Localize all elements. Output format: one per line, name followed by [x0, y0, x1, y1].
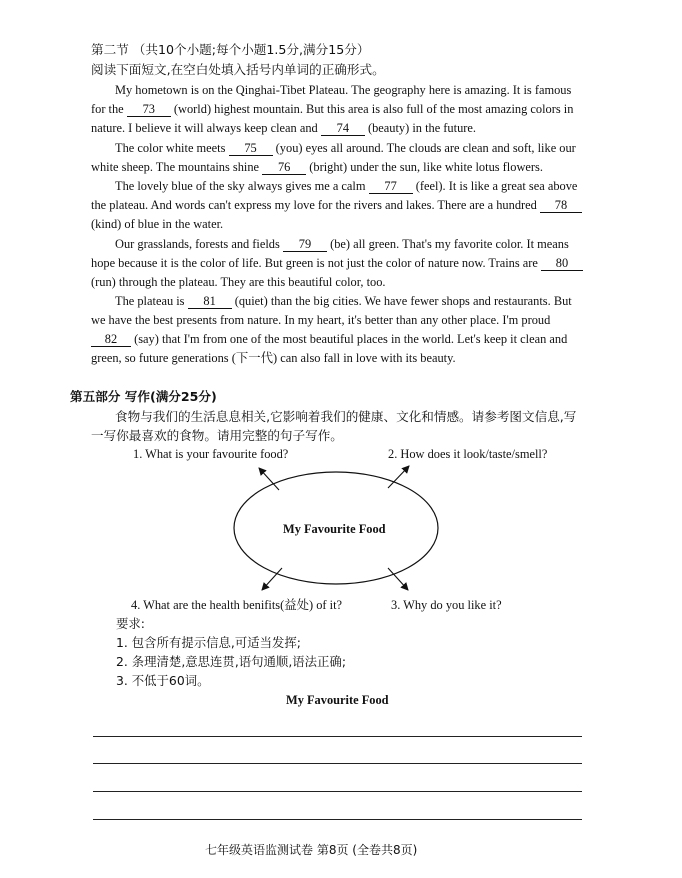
arrow-q1	[259, 468, 279, 490]
writing-line[interactable]	[93, 763, 582, 764]
mind-map-question-1: 1. What is your favourite food?	[133, 447, 289, 461]
blank-75[interactable]: 75	[229, 141, 273, 156]
writing-line[interactable]	[93, 736, 582, 737]
passage-line: (run) through the plateau. They are this beautiful color, too.	[91, 275, 386, 289]
section-heading: 第二节 （共10个小题;每个小题1.5分,满分15分）	[91, 42, 370, 57]
writing-prompt: 食物与我们的生活息息相关,它影响着我们的健康、文化和情感。请参考图文信息,写	[115, 409, 577, 424]
requirements-title: 要求:	[116, 616, 145, 631]
mind-map-question-2: 2. How does it look/taste/smell?	[388, 447, 548, 461]
passage-line: green, so future generations (下一代) can also fall in love with its beauty.	[91, 351, 456, 365]
blank-73[interactable]: 73	[127, 102, 171, 117]
passage-line: we have the best presents from nature. In my heart, it's better than any other place. I'm proud	[91, 313, 551, 327]
requirement-item: 1. 包含所有提示信息,可适当发挥;	[116, 635, 301, 650]
part-heading: 第五部分 写作(满分25分)	[70, 389, 217, 404]
essay-title: My Favourite Food	[286, 693, 389, 707]
blank-77[interactable]: 77	[369, 179, 413, 194]
writing-line[interactable]	[93, 819, 582, 820]
blank-79[interactable]: 79	[283, 237, 327, 252]
requirement-item: 3. 不低于60词。	[116, 673, 210, 688]
instruction-text: 阅读下面短文,在空白处填入括号内单词的正确形式。	[91, 62, 385, 77]
mind-map-center-label: My Favourite Food	[283, 522, 386, 536]
blank-74[interactable]: 74	[321, 121, 365, 136]
passage-line: The color white meets 75 (you) eyes all around. The clouds are clean and soft, like our	[115, 141, 576, 155]
passage-line: (kind) of blue in the water.	[91, 217, 224, 231]
blank-82[interactable]: 82	[91, 332, 131, 347]
passage-line: The plateau is 81 (quiet) than the big cities. We have fewer shops and restaurants. But	[115, 294, 572, 308]
page-footer: 七年级英语监测试卷 第8页 (全卷共8页)	[205, 843, 418, 857]
passage-line: Our grasslands, forests and fields 79 (be) all green. That's my favorite color. It means	[115, 237, 569, 251]
blank-80[interactable]: 80	[541, 256, 583, 271]
writing-prompt: 一写你最喜欢的食物。请用完整的句子写作。	[91, 428, 343, 443]
arrow-q2	[388, 466, 409, 488]
passage-line: the plateau. And words can't express my love for the rivers and lakes. There are a hundred 78	[91, 197, 582, 213]
passage-line: 82 (say) that I'm from one of the most beautiful places in the world. Let's keep it clean and	[91, 331, 567, 347]
passage-line: My hometown is on the Qinghai-Tibet Plateau. The geography here is amazing. It is famous	[115, 83, 572, 97]
passage-line: hope because it is the color of life. But green is not just the color of nature now. Trains are 80	[91, 255, 583, 271]
passage-line: for the 73 (world) highest mountain. But this area is also full of the most amazing colors in	[91, 102, 574, 116]
passage-line: nature. I believe it will always keep clean and 74 (beauty) in the future.	[91, 121, 476, 135]
passage-line: The lovely blue of the sky always gives me a calm 77 (feel). It is like a great sea above	[115, 179, 578, 193]
blank-76[interactable]: 76	[262, 160, 306, 175]
mind-map-question-3: 3. Why do you like it?	[391, 598, 502, 612]
mind-map-question-4: 4. What are the health benifits(益处) of it?	[131, 598, 343, 612]
blank-78[interactable]: 78	[540, 198, 582, 213]
blank-81[interactable]: 81	[188, 294, 232, 309]
arrow-q3	[388, 568, 408, 590]
writing-line[interactable]	[93, 791, 582, 792]
requirement-item: 2. 条理清楚,意思连贯,语句通顺,语法正确;	[116, 654, 347, 669]
passage-line: white sheep. The mountains shine 76 (bright) under the sun, like white lotus flowers.	[91, 160, 543, 174]
